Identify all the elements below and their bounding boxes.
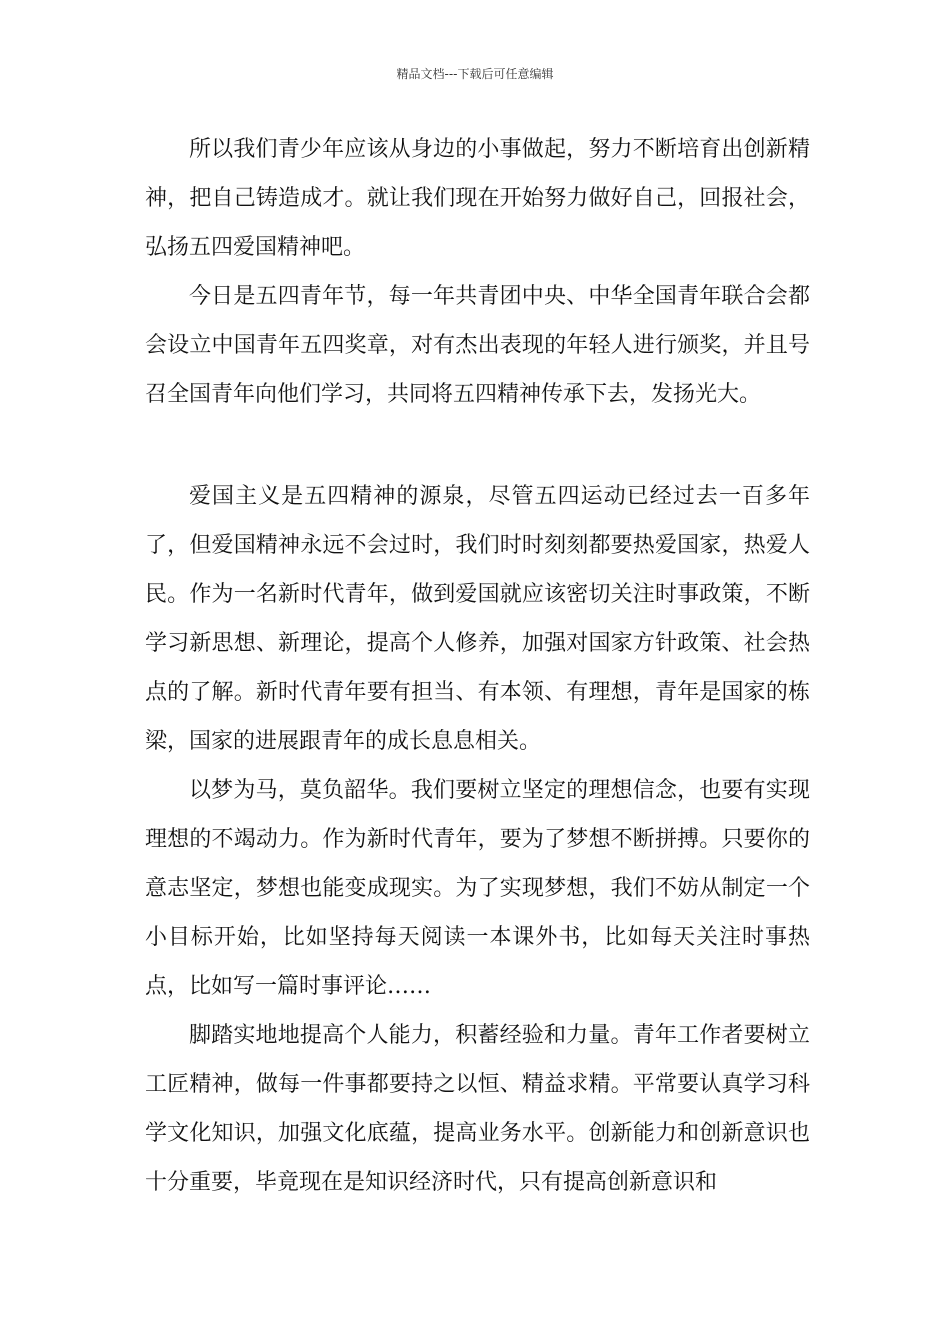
- document-body: [145, 125, 810, 1207]
- paragraph-4: 以梦为马，莫负韶华。我们要树立坚定的理想信念，也要有实现理想的不竭动力。作为新时代青年，要为了梦想不断拼搏。只要你的意志坚定，梦想也能变成现实。为了实现梦想，我们不妨从制定一个小目标开始，比如坚持每天阅读一本课外书，比如每天关注时事热点，比如写一篇时事评论……: [145, 778, 810, 999]
- paragraph-5: 脚踏实地地提高个人能力，积蓄经验和力量。青年工作者要树立工匠精神，做每一件事都要持之以恒、精益求精。平常要认真学习科学文化知识，加强文化底蕴，提高业务水平。创新能力和创新意识也十分重要，毕竟现在是知识经济时代，只有提高创新意识和: [145, 1023, 810, 1195]
- paragraph-3: 爱国主义是五四精神的源泉，尽管五四运动已经过去一百多年了，但爱国精神永远不会过时，我们时时刻刻都要热爱国家，热爱人民。作为一名新时代青年，做到爱国就应该密切关注时事政策，不断学习新思想、新理论，提高个人修养，加强对国家方针政策、社会热点的了解。新时代青年要有担当、有本领、有理想，青年是国家的栋梁，国家的进展跟青年的成长息息相关。: [145, 484, 810, 754]
- paragraph-2: 今日是五四青年节，每一年共青团中央、中华全国青年联合会都会设立中国青年五四奖章，对有杰出表现的年轻人进行颁奖，并且号召全国青年向他们学习，共同将五四精神传承下去，发扬光大。: [145, 284, 810, 407]
- page-header: 精品文档---下载后可任意编辑: [396, 67, 554, 81]
- paragraph-1: 所以我们青少年应该从身边的小事做起，努力不断培育出创新精神，把自己铸造成才。就让我们现在开始努力做好自己，回报社会，弘扬五四爱国精神吧。: [145, 137, 810, 260]
